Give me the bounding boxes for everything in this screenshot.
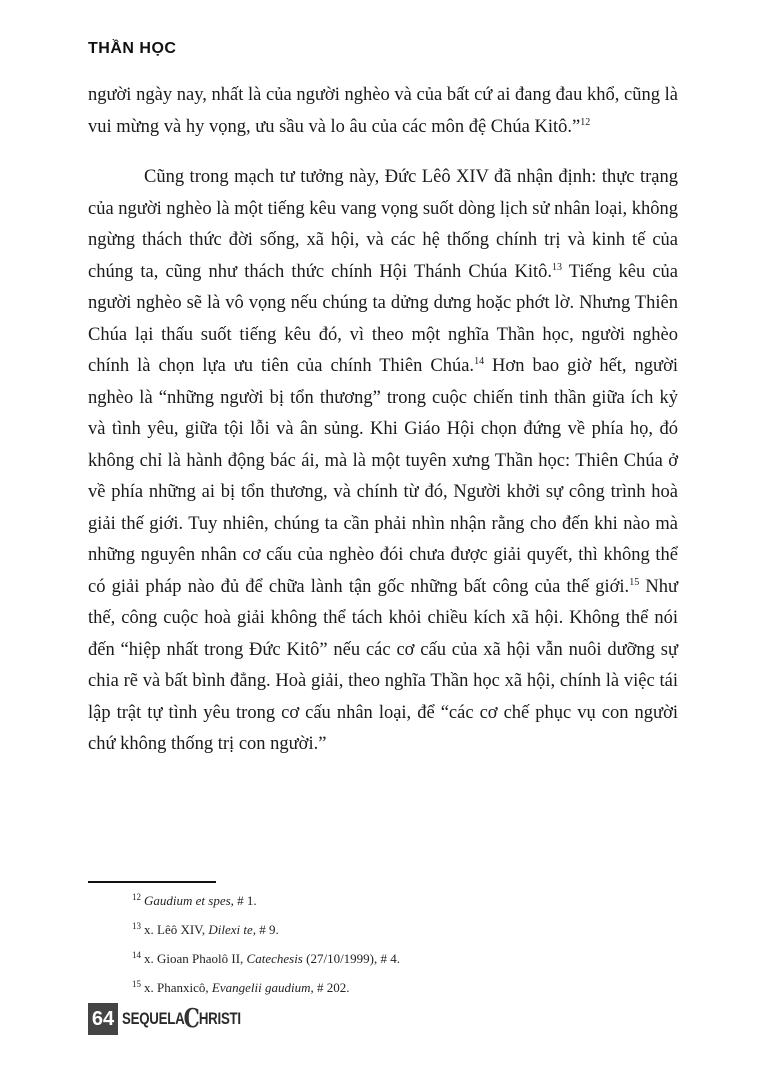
footnote-title: Evangelii gaudium,: [211, 980, 314, 995]
logo-c-mark: C: [183, 1004, 200, 1034]
page-footer: [88, 1003, 274, 1035]
footnote-text: (27/10/1999), # 4.: [302, 951, 401, 966]
footnote-ref[interactable]: 12: [580, 116, 591, 128]
paragraph-continuation: [88, 80, 678, 143]
footnote-title: Gaudium et spes: [144, 893, 231, 908]
footnote-text: , # 1.: [230, 893, 257, 908]
footnote-text: x. Phanxicô,: [144, 980, 212, 995]
paragraph-text: Cũng trong mạch tư tưởng này, Đức Lêô XIV đã nhận định: thực trạng của người nghèo là một tiếng kêu vang vọng suốt dòng lịch sử nhân loại, không ngừng thách thức đời sống, xã hội, và các hệ thống chính trị và kinh tế của chúng ta, cũng như thách thức chính Hội Thánh Chúa Kitô.: [88, 167, 678, 282]
magazine-logo: [122, 1006, 241, 1032]
paragraph-text: Tiếng kêu của người nghèo sẽ là vô vọng nếu chúng ta dửng dưng hoặc phớt lờ. Nhưng Thiên Chúa lại thấu suốt tiếng kêu đó, vì theo một nghĩa Thần học, người nghèo chính là chọn lựa ưu tiên của chính Thiên Chúa.: [88, 261, 678, 376]
paragraph-text: Hơn bao giờ hết, người nghèo là “những người bị tổn thương” trong cuộc chiến tinh thần giữa ích kỷ và tình yêu, giữa tội lỗi và ân sủng. Khi Giáo Hội chọn đứng về phía họ, đó không chỉ là hành động bác ái, mà là một tuyên xưng Thần học: Thiên Chúa ở về phía những ai bị tổn thương, và chính từ đó, Người khởi sự công trình hoà giải thế giới. Tuy nhiên, chúng ta cần phải nhìn nhận rằng cho đến khi nào mà những nguyên nhân cơ cấu của nghèo đói chưa được giải quyết, thì không thể có giải pháp nào đủ để chữa lành tận gốc những bất công của thế giới.: [88, 356, 679, 597]
footnote-ref[interactable]: 13: [552, 261, 563, 273]
logo-text-left: SEQUELA: [122, 1009, 185, 1028]
footnote-number: 14: [132, 950, 141, 960]
paragraph-text: người ngày nay, nhất là của người nghèo và của bất cứ ai đang đau khổ, cũng là vui mừng và hy vọng, ưu sầu và lo âu của các môn đệ Chúa Kitô.”: [88, 85, 678, 137]
footnote-item: [132, 891, 672, 920]
footnote-ref[interactable]: 14: [474, 356, 485, 367]
footnote-divider: [88, 881, 216, 883]
footnote-number: 13: [132, 921, 141, 931]
footnote-number: 12: [132, 892, 141, 902]
running-header: THẦN HỌC: [88, 40, 177, 57]
footnote-ref[interactable]: 15: [629, 576, 640, 588]
paragraph-main: [88, 162, 678, 761]
logo-text-right: HRISTI: [198, 1009, 241, 1028]
page-number: 64: [88, 1003, 118, 1035]
footnote-item: [132, 920, 672, 949]
footnote-text: # 202.: [313, 980, 350, 995]
footnote-number: 15: [132, 979, 141, 989]
footnote-text: x. Gioan Phaolô II,: [144, 951, 247, 966]
footnote-title: Dilexi te,: [208, 922, 257, 937]
footnote-title: Catechesis: [246, 951, 303, 966]
footnote-text: x. Lêô XIV,: [144, 922, 209, 937]
footnote-item: [132, 949, 672, 978]
paragraph-text: Như thế, công cuộc hoà giải không thể tách khỏi chiều kích xã hội. Không thể nói đến “hiệp nhất trong Đức Kitô” nếu các cơ cấu của xã hội vẫn nuôi dưỡng sự chia rẽ và bất bình đẳng. Hoà giải, theo nghĩa Thần học xã hội, chính là việc tái lập trật tự tình yêu trong cơ cấu nhân loại, để “các cơ chế phục vụ con người chứ không thống trị con người.”: [88, 576, 679, 754]
footnote-text: # 9.: [256, 922, 279, 937]
footnotes: [132, 891, 672, 1007]
